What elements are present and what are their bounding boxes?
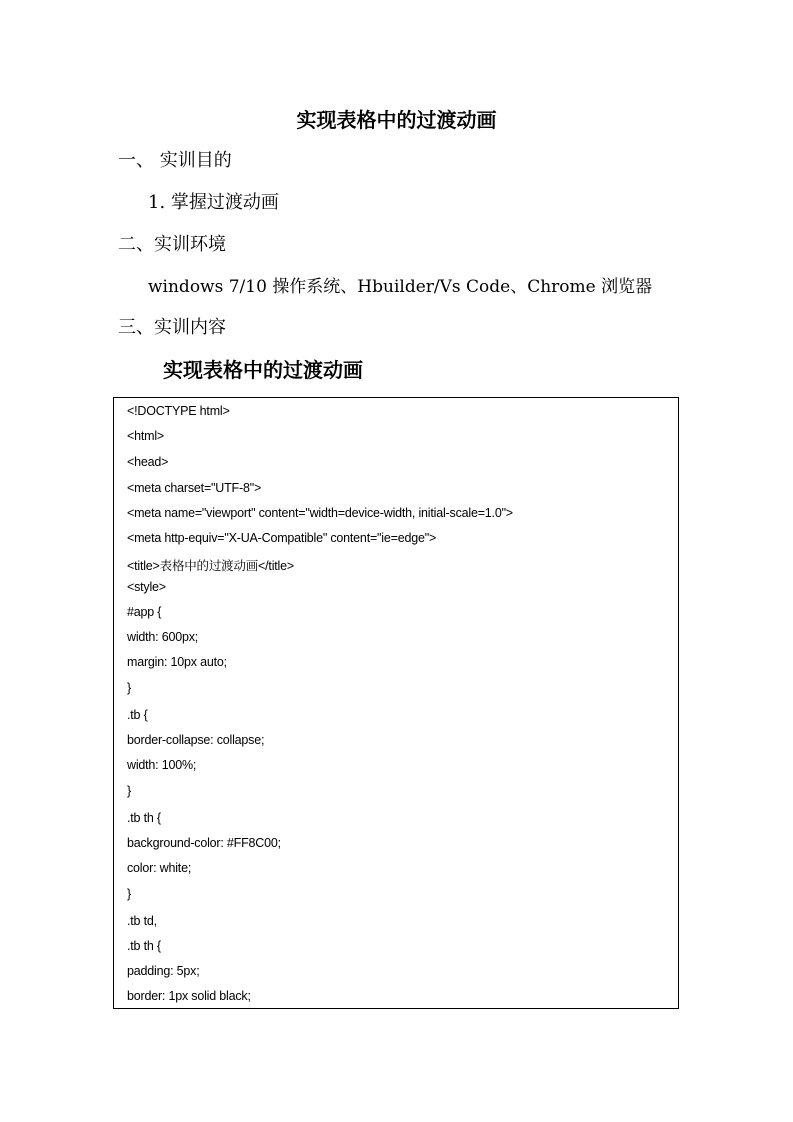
content-subtitle: 实现表格中的过渡动画	[163, 358, 363, 382]
code-line: <html>	[127, 429, 165, 443]
code-line: .tb {	[127, 708, 148, 722]
code-line: background-color: #FF8C00;	[127, 836, 281, 850]
section-heading-content: 三、实训内容	[118, 317, 226, 338]
code-line: <meta http-equiv="X-UA-Compatible" content="ie=edge">	[127, 531, 437, 545]
section-heading-objectives: 一、 实训目的	[118, 150, 232, 171]
code-line: #app {	[127, 605, 162, 619]
code-line: .tb td,	[127, 914, 157, 928]
environment-text: windows 7/10 操作系统、Hbuilder/Vs Code、Chrome 浏览器	[148, 277, 653, 297]
code-line: .tb th {	[127, 811, 161, 825]
code-line: padding: 5px;	[127, 964, 200, 978]
code-line: <title>表格中的过渡动画</title>	[127, 559, 294, 573]
code-line: <!DOCTYPE html>	[127, 404, 230, 418]
section-heading-environment: 二、实训环境	[118, 234, 226, 255]
code-line: <meta charset="UTF-8">	[127, 481, 262, 495]
code-line: <head>	[127, 455, 169, 469]
code-line: border-collapse: collapse;	[127, 733, 265, 747]
objective-item: 1. 掌握过渡动画	[148, 192, 279, 213]
code-line: color: white;	[127, 861, 192, 875]
code-line: }	[127, 681, 131, 695]
document-title: 实现表格中的过渡动画	[296, 108, 497, 132]
code-line: }	[127, 784, 131, 798]
code-line: border: 1px solid black;	[127, 989, 251, 1003]
code-line: width: 100%;	[127, 758, 197, 772]
code-block	[113, 397, 679, 1009]
code-line: margin: 10px auto;	[127, 655, 227, 669]
code-line: <meta name="viewport" content="width=device-width, initial-scale=1.0">	[127, 506, 513, 520]
code-line: width: 600px;	[127, 630, 199, 644]
code-line: <style>	[127, 580, 166, 594]
code-line: }	[127, 887, 131, 901]
code-line: .tb th {	[127, 939, 161, 953]
